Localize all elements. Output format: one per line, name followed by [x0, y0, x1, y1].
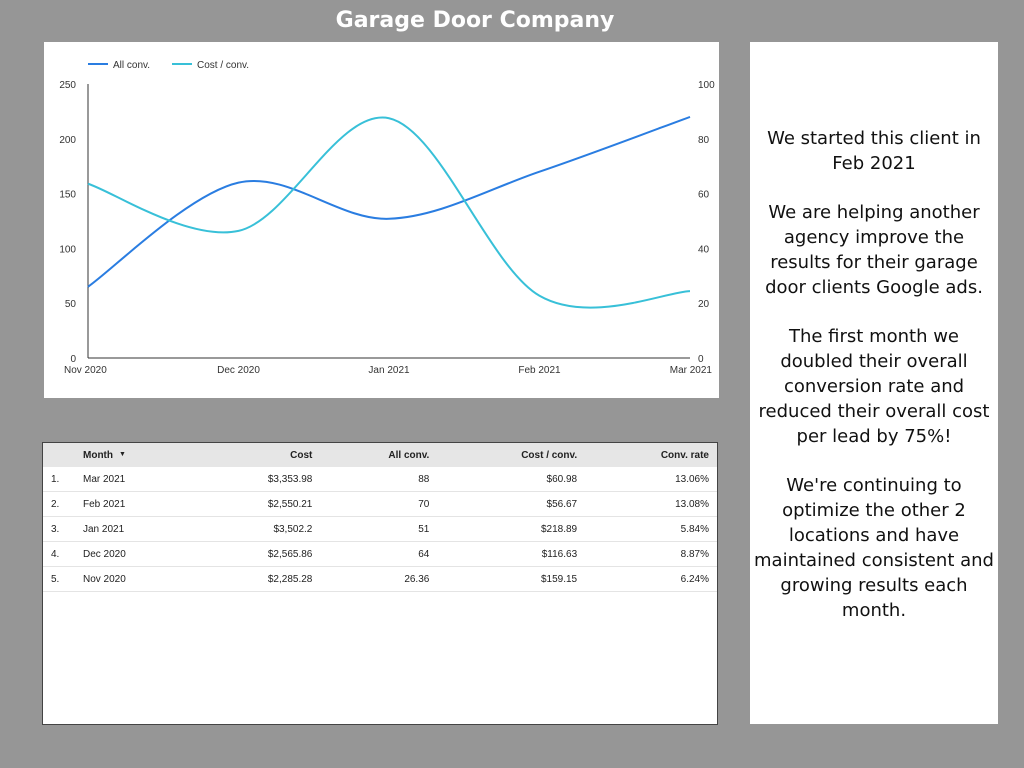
notes-text: [750, 126, 998, 647]
table-row: [43, 542, 717, 567]
header-cost-per-conv[interactable]: Cost / conv.: [521, 449, 578, 461]
header-index: [43, 443, 75, 467]
cell-cost-per-conv: $159.15: [437, 567, 585, 592]
x-axis-tick-label: Mar 2021: [669, 365, 712, 376]
cell-all-conv: 26.36: [320, 567, 437, 592]
right-axis-tick-label: 100: [698, 80, 715, 91]
cell-cost: $3,502.2: [196, 517, 320, 542]
legend-label-cost-conv: Cost / conv.: [197, 60, 250, 71]
line-chart: [44, 42, 719, 398]
report-title: Garage Door Company: [335, 8, 615, 33]
cell-all-conv: 51: [320, 517, 437, 542]
header-all-conv[interactable]: All conv.: [388, 449, 430, 461]
cell-conv-rate: 13.08%: [585, 492, 717, 517]
monthly-table-panel: [42, 442, 718, 725]
cell-conv-rate: 13.06%: [585, 467, 717, 492]
cell-month: Nov 2020: [75, 567, 196, 592]
x-axis-tick-label: Dec 2020: [217, 365, 260, 376]
cell-cost-per-conv: $116.63: [437, 542, 585, 567]
table-row: [43, 567, 717, 592]
note-paragraph: We are helping another agency improve the results for their garage door clients Google ads.: [765, 202, 983, 298]
x-axis-tick-label: Nov 2020: [64, 365, 107, 376]
table-row: [43, 517, 717, 542]
cell-month: Dec 2020: [75, 542, 196, 567]
cell-conv-rate: 5.84%: [585, 517, 717, 542]
left-axis-tick-label: 50: [64, 299, 76, 311]
cell-month: Mar 2021: [75, 467, 196, 492]
cell-cost: $2,285.28: [196, 567, 320, 592]
row-index: 5.: [43, 567, 75, 592]
cell-cost-per-conv: $60.98: [437, 467, 585, 492]
cell-month: Feb 2021: [75, 492, 196, 517]
table-row: [43, 467, 717, 492]
row-index: 3.: [43, 517, 75, 542]
cell-all-conv: 88: [320, 467, 437, 492]
note-paragraph: The first month we doubled their overall conversion rate and reduced their overall cost per lead by 75%!: [758, 326, 990, 447]
header-month-label: Month: [83, 449, 113, 461]
left-axis-tick-label: 0: [70, 354, 76, 365]
line-chart-panel: [44, 42, 719, 398]
left-axis-tick-label: 250: [59, 80, 76, 91]
x-axis-tick-label: Jan 2021: [368, 365, 410, 376]
row-index: 2.: [43, 492, 75, 517]
legend-label-all-conv: All conv.: [113, 60, 151, 71]
header-cost[interactable]: Cost: [290, 449, 313, 461]
cell-cost: $3,353.98: [196, 467, 320, 492]
cell-cost: $2,550.21: [196, 492, 320, 517]
cell-cost-per-conv: $56.67: [437, 492, 585, 517]
left-axis-tick-label: 200: [59, 134, 76, 146]
row-index: 1.: [43, 467, 75, 492]
table-row: [43, 492, 717, 517]
header-month[interactable]: [75, 443, 196, 467]
series-line-all-conv: [88, 117, 690, 287]
cell-all-conv: 70: [320, 492, 437, 517]
row-index: 4.: [43, 542, 75, 567]
right-axis-tick-label: 0: [698, 354, 704, 365]
monthly-table: [43, 443, 717, 592]
left-axis-tick-label: 100: [59, 244, 76, 256]
right-axis-tick-label: 40: [698, 244, 710, 256]
note-paragraph: We're continuing to optimize the other 2 locations and have maintained consistent and growing results each month.: [754, 475, 994, 621]
right-axis-tick-label: 20: [698, 299, 710, 311]
cell-all-conv: 64: [320, 542, 437, 567]
table-header-row: [43, 443, 717, 467]
x-axis-tick-label: Feb 2021: [518, 365, 561, 376]
cell-conv-rate: 6.24%: [585, 567, 717, 592]
cell-month: Jan 2021: [75, 517, 196, 542]
sort-desc-icon[interactable]: ▼: [119, 451, 126, 459]
notes-panel: [750, 42, 998, 724]
right-axis-tick-label: 80: [698, 134, 710, 146]
cell-cost: $2,565.86: [196, 542, 320, 567]
cell-cost-per-conv: $218.89: [437, 517, 585, 542]
note-paragraph: We started this client in Feb 2021: [767, 128, 981, 174]
series-line-cost-conv: [88, 118, 690, 308]
cell-conv-rate: 8.87%: [585, 542, 717, 567]
header-conv-rate[interactable]: Conv. rate: [660, 449, 709, 461]
right-axis-tick-label: 60: [698, 189, 710, 201]
left-axis-tick-label: 150: [59, 189, 76, 201]
